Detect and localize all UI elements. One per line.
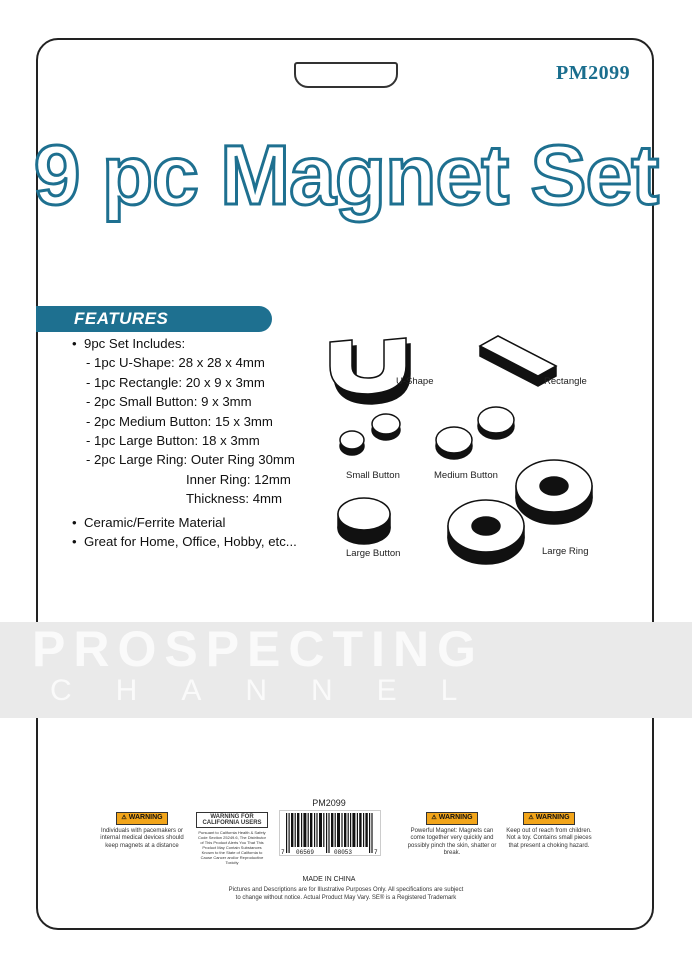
product-title-text: 9 pc Magnet Set — [33, 128, 659, 222]
made-in-label: MADE IN CHINA — [302, 876, 356, 883]
features-banner — [36, 306, 272, 332]
warning-text: Keep out of reach from children. Not a toy. Contains small pieces that present a choking hazard. — [506, 827, 592, 849]
watermark-line1: PROSPECTING — [32, 621, 484, 677]
large-button-label: Large Button — [346, 548, 401, 559]
rectangle-label: Rectangle — [544, 376, 587, 387]
warning-badge: ⚠ WARNING — [116, 812, 167, 825]
features-list — [72, 334, 297, 551]
u-shape-label: U-Shape — [396, 376, 434, 387]
feature-item: - 2pc Medium Button: 15 x 3mm — [86, 413, 273, 429]
large-button-magnet-illustration — [338, 498, 390, 544]
medium-button-magnets-illustration — [436, 407, 514, 459]
hang-tab-slot — [294, 62, 398, 88]
warning-powerful-magnet — [404, 812, 500, 858]
feature-item: - 1pc U-Shape: 28 x 28 x 4mm — [86, 355, 265, 371]
warning-california — [196, 812, 268, 865]
watermark-line2: CHANNEL — [50, 674, 502, 707]
disclaimer-line: Pictures and Descriptions are for Illustrative Purposes Only. All specifications are subject — [228, 887, 464, 893]
barcode-sku: PM2099 — [312, 798, 346, 808]
warning-text: Individuals with pacemakers or internal medical devices should keep magnets at a distance — [100, 827, 184, 849]
u-shape-magnet-illustration — [330, 338, 410, 404]
warning-text: Powerful Magnet: Magnets can come together very quickly and possibly pinch the skin, shatter or break. — [407, 827, 497, 856]
small-button-magnets-illustration — [340, 414, 400, 455]
barcode-digit-1: 06569 — [296, 849, 315, 856]
barcode-svg — [280, 811, 380, 855]
product-title — [0, 128, 692, 228]
feature-set-includes: • 9pc Set Includes: — [72, 336, 186, 351]
small-button-label: Small Button — [346, 470, 400, 481]
warning-badge: ⚠ WARNING — [523, 812, 574, 825]
warning-badge: ⚠ WARNING — [426, 812, 477, 825]
barcode-bars — [279, 810, 381, 856]
warning-children — [506, 812, 592, 850]
feature-uses: • Great for Home, Office, Hobby, etc... — [72, 534, 297, 550]
warning-pacemaker — [96, 812, 188, 850]
feature-item: - 2pc Large Ring: Outer Ring 30mm — [86, 452, 295, 468]
warning-text: Pursuant to California Health & Safety Code Section 25249.6, The Distributor of This Product Alerts You That This Product May Contain Substances Known to the State of California to Cause Cancer and/or Reproductive Toxicity — [198, 830, 266, 865]
barcode-digit-0: 7 — [281, 849, 285, 856]
features-heading: FEATURES — [74, 309, 169, 328]
large-ring-label: Large Ring — [542, 546, 589, 557]
medium-button-label: Medium Button — [434, 470, 498, 481]
barcode-digit-3: 7 — [374, 849, 378, 856]
feature-ring-thickness: Thickness: 4mm — [186, 491, 282, 507]
feature-item: - 2pc Small Button: 9 x 3mm — [86, 394, 252, 410]
product-sku: PM2099 — [556, 62, 631, 84]
feature-material: • Ceramic/Ferrite Material — [72, 514, 226, 530]
feature-item: - 1pc Large Button: 18 x 3mm — [86, 433, 260, 449]
disclaimer-line: to change without notice. Actual Product May Vary. SE® is a Registered Trademark — [235, 895, 457, 901]
magnet-illustrations — [320, 318, 620, 588]
feature-item: - 1pc Rectangle: 20 x 9 x 3mm — [86, 374, 265, 390]
barcode-digit-2: 08053 — [334, 849, 353, 856]
barcode-block — [279, 798, 379, 856]
product-title-svg — [33, 128, 659, 228]
disclaimer — [0, 886, 692, 902]
feature-ring-inner: Inner Ring: 12mm — [186, 471, 291, 487]
warning-california-badge: WARNING FOR CALIFORNIA USERS — [196, 812, 268, 828]
